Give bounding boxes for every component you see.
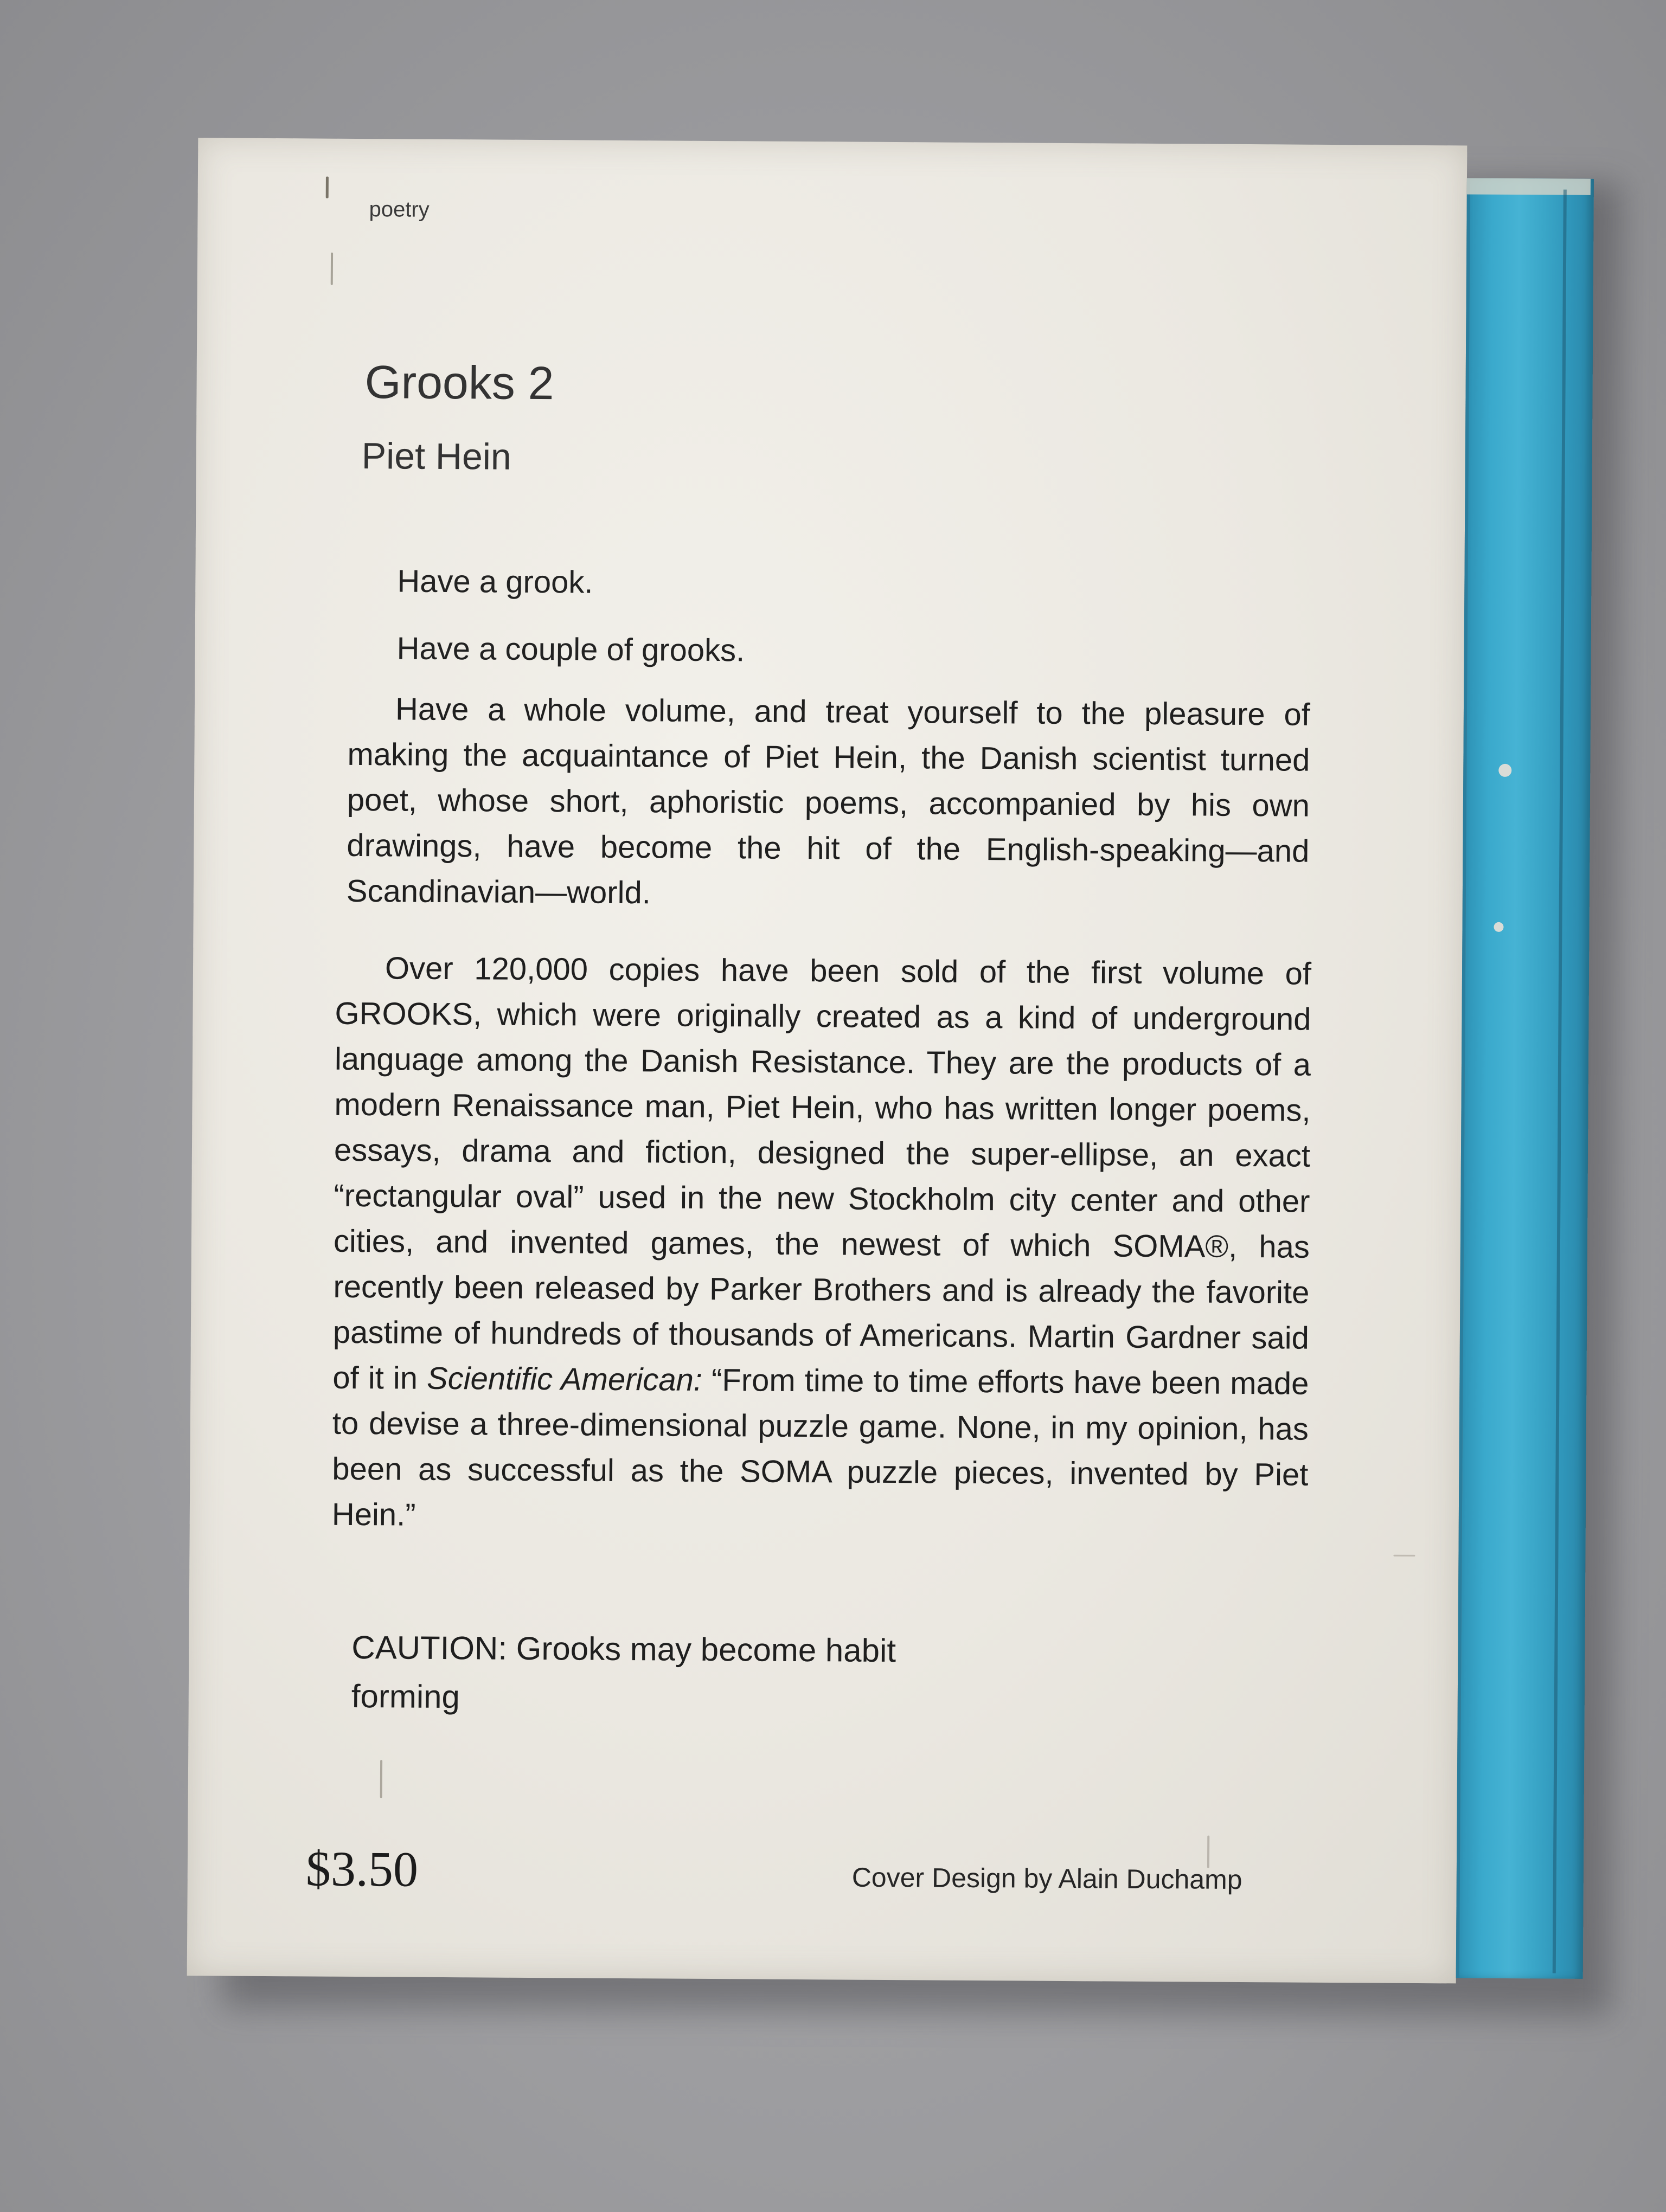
paper-speck xyxy=(1207,1836,1209,1868)
price: $3.50 xyxy=(305,1841,419,1897)
blurb-paragraph-2-text-a: Over 120,000 copies have been sold of the first volume of GROOKS, which were originally created as a kind of underground language among the Danish Resistance. They are the products of a modern Renaissance man, Piet Hein, who has written longer poems, essays, drama and fiction, designed the super-ellipse, an exact “rectangular oval” used in the new Stockholm city center and other cities, and invented games, the newest of which SOMA®, has recently been released by Parker Brothers and is already the favorite pastime of hundreds of thousands of Americans. Martin Gardner said of it in xyxy=(332,950,1312,1396)
blurb-paragraph-1: Have a whole volume, and treat yourself to the pleasure of making the acquaintance of Piet Hein, the Danish scientist turned poet, whose short, aphoristic poems, accompanied by his own drawings, have become the hit of the English-speaking—and Scandinavian—world. xyxy=(346,691,1311,911)
blurb-paragraph-2 xyxy=(332,946,1312,1544)
intro-line-2: Have a couple of grooks. xyxy=(396,631,745,668)
spine-top-edge xyxy=(1467,178,1591,195)
author-name: Piet Hein xyxy=(361,435,511,478)
magazine-title: Scientific American: xyxy=(426,1360,703,1398)
caution-note: CAUTION: Grooks may become habit forming xyxy=(351,1629,896,1715)
spine-wear-spot xyxy=(1494,922,1503,932)
blue-spine xyxy=(1456,178,1594,1978)
book xyxy=(187,138,1591,1984)
cover-design-credit: Cover Design by Alain Duchamp xyxy=(851,1862,1242,1895)
blurb-paragraph-2-text-b: “From time to time efforts have been made to devise a three-dimensional puzzle game. None, in my opinion, has been as successful as the SOMA puzzle pieces, invented by Piet Hein.” xyxy=(331,1362,1309,1533)
spine-wear-spot xyxy=(1498,764,1511,777)
category-label: poetry xyxy=(369,197,430,222)
paper-speck xyxy=(380,1760,382,1798)
intro-line-1: Have a grook. xyxy=(397,563,593,600)
back-cover xyxy=(187,138,1468,1983)
paper-speck xyxy=(1393,1555,1415,1557)
paper-speck xyxy=(326,177,329,198)
book-title: Grooks 2 xyxy=(364,356,554,410)
paper-speck xyxy=(331,253,333,285)
